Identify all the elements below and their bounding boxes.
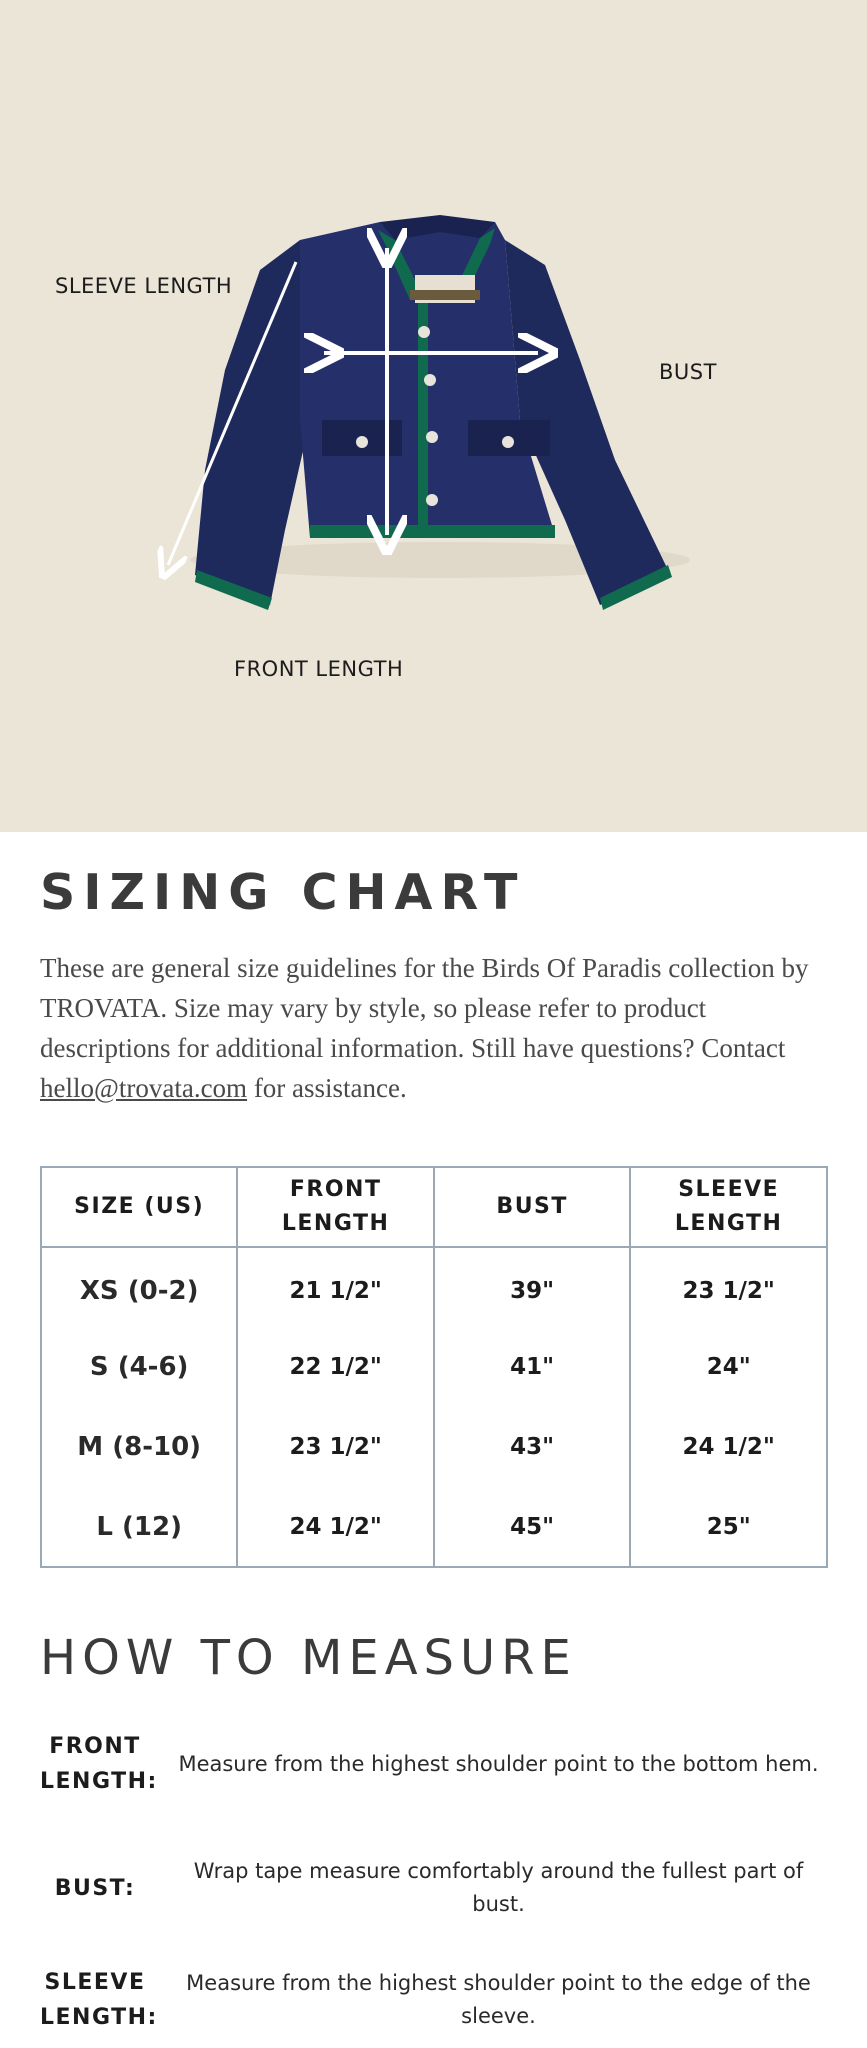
measure-term <box>40 1965 158 2035</box>
cell-sleeve-length: 24" <box>630 1327 827 1407</box>
term-line: FRONT <box>49 1734 141 1759</box>
size-chart-table <box>40 1166 828 1568</box>
header-bust: BUST <box>434 1167 630 1247</box>
header-front-length: FRONT LENGTH <box>237 1167 434 1247</box>
table-row <box>41 1247 827 1327</box>
table-header-row <box>41 1167 827 1247</box>
cell-bust: 43" <box>434 1407 630 1487</box>
intro-paragraph <box>40 948 830 1108</box>
cell-size: M (8-10) <box>41 1407 237 1487</box>
cell-front-length: 24 1/2" <box>237 1487 434 1567</box>
contact-email-link[interactable]: hello@trovata.com <box>40 1073 248 1103</box>
term-line: SLEEVE <box>44 1970 146 1995</box>
table-row <box>41 1327 827 1407</box>
header-size: SIZE (US) <box>41 1167 237 1247</box>
table-row <box>41 1487 827 1567</box>
table-row <box>41 1407 827 1487</box>
cell-bust: 39" <box>434 1247 630 1327</box>
bust-label: BUST <box>659 360 717 384</box>
term-line: BUST: <box>54 1875 136 1901</box>
intro-text: These are general size guidelines for the Birds Of Paradis collection by TROVATA. Size may vary by style, so please refer to product descriptions for additional information. Still have questions? Contact <box>40 953 809 1063</box>
cell-front-length: 21 1/2" <box>237 1247 434 1327</box>
measure-term <box>40 1871 150 1906</box>
page-title: SIZING CHART <box>40 864 526 921</box>
cell-size: S (4-6) <box>41 1327 237 1407</box>
measure-item-bust <box>40 1852 827 1924</box>
front-length-label: FRONT LENGTH <box>234 657 404 681</box>
cell-front-length: 23 1/2" <box>237 1407 434 1487</box>
cell-sleeve-length: 25" <box>630 1487 827 1567</box>
sleeve-length-label: SLEEVE LENGTH <box>55 274 233 298</box>
term-line: LENGTH: <box>40 1769 158 1794</box>
intro-suffix: for assistance. <box>247 1073 407 1103</box>
measure-item-front-length <box>40 1728 827 1800</box>
measure-item-sleeve-length <box>40 1964 827 2036</box>
cell-size: XS (0-2) <box>41 1247 237 1327</box>
header-sleeve-length: SLEEVE LENGTH <box>630 1167 827 1247</box>
measure-term <box>40 1729 158 1799</box>
how-to-measure-title: HOW TO MEASURE <box>40 1630 577 1686</box>
measure-description: Measure from the highest shoulder point to the edge of the sleeve. <box>186 1971 811 2028</box>
measure-description: Wrap tape measure comfortably around the fullest part of bust. <box>193 1859 804 1916</box>
cell-front-length: 22 1/2" <box>237 1327 434 1407</box>
cell-size: L (12) <box>41 1487 237 1567</box>
product-hero-image <box>0 0 867 832</box>
measure-description: Measure from the highest shoulder point to the bottom hem. <box>178 1751 819 1776</box>
sizing-content <box>0 858 867 2036</box>
term-line: LENGTH: <box>40 2005 158 2030</box>
cell-sleeve-length: 23 1/2" <box>630 1247 827 1327</box>
cell-sleeve-length: 24 1/2" <box>630 1407 827 1487</box>
jacket-illustration <box>0 0 867 832</box>
cell-bust: 41" <box>434 1327 630 1407</box>
cell-bust: 45" <box>434 1487 630 1567</box>
